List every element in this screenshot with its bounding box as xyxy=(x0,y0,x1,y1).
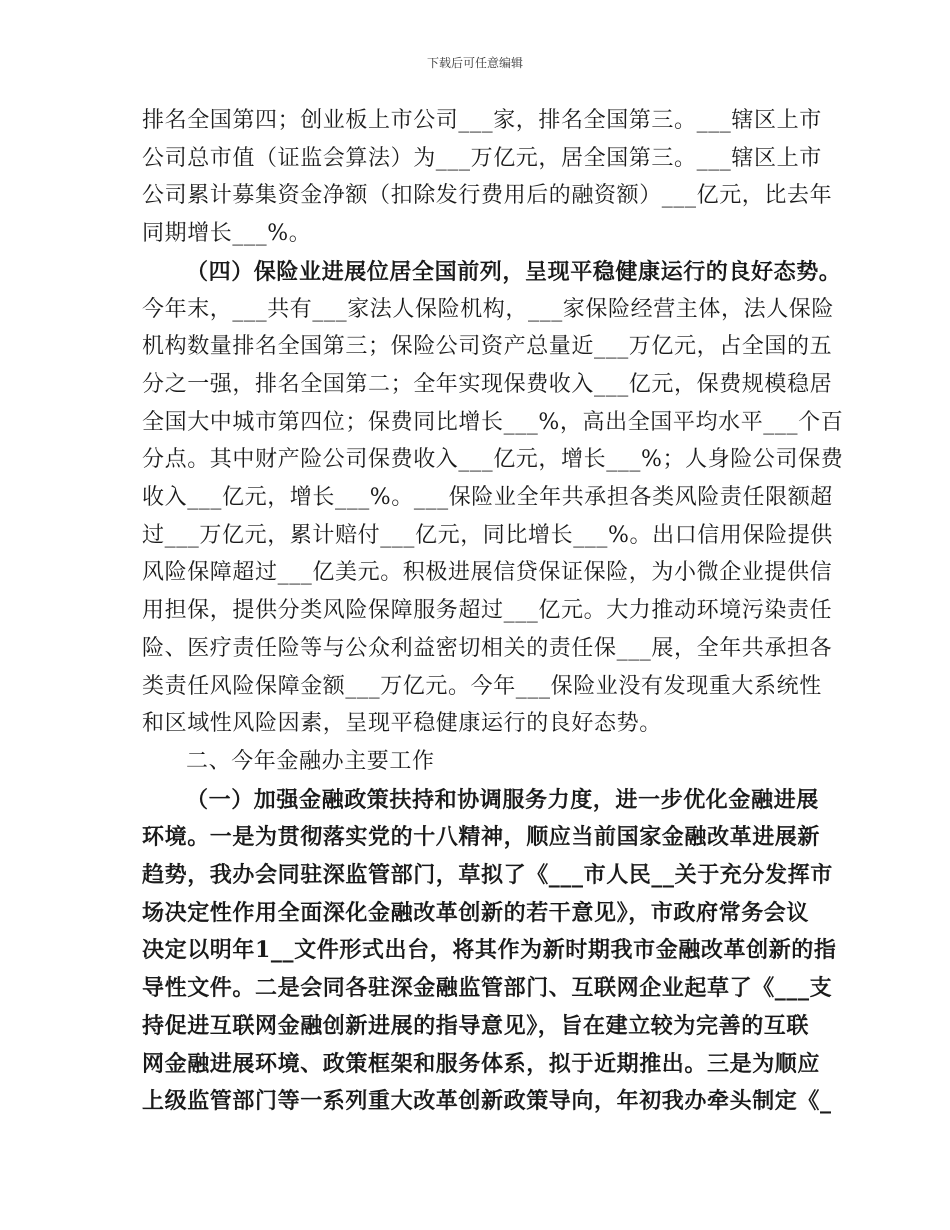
body-line: 持促进互联网金融创新进展的指导意见》，旨在建立较为完善的互联 xyxy=(142,1012,810,1039)
body-line: 机构数量排名全国第三；保险公司资产总量近___万亿元，占全国的五 xyxy=(142,334,833,360)
body-line: 用担保，提供分类风险保障服务超过___亿元。大力推动环境污染责任 xyxy=(142,598,833,624)
body-line: 今年末，___共有___家法人保险机构，___家保险经营主体，法人保险 xyxy=(142,296,835,322)
body-line: 收入___亿元，增长___%。___保险业全年共承担各类风险责任限额超 xyxy=(142,485,833,510)
body-line: 过___万亿元，累计赔付___亿元，同比增长___%。出口信用保险提供 xyxy=(142,522,833,548)
body-line: 场决定性作用全面深化金融改革创新的若干意见》，市政府常务会议 xyxy=(142,899,810,926)
body-line: 分点。其中财产险公司保费收入___亿元，增长___%；人身险公司保费 xyxy=(142,447,844,473)
body-line: 类责任风险保障金额___万亿元。今年___保险业没有发现重大系统性 xyxy=(142,673,822,699)
body-line: 同期增长___%。 xyxy=(142,221,312,247)
body-line: 环境。一是为贯彻落实党的十八精神，顺应当前国家金融改革进展新 xyxy=(142,824,821,851)
body-line: 公司总市值（证监会算法）为___万亿元，居全国第三。___辖区上市 xyxy=(142,145,822,171)
body-line: 上级监管部门等一系列重大改革创新政策导向，年初我办牵头制定《_ xyxy=(142,1088,832,1115)
body-line: 网金融进展环境、政策框架和服务体系，拟于近期推出。三是为顺应 xyxy=(142,1050,821,1077)
body-line: 决定以明年1__文件形式出台，将其作为新时期我市金融改革创新的指 xyxy=(142,937,837,964)
body-line: 险、医疗责任险等与公众利益密切相关的责任保___展，全年共承担各 xyxy=(142,635,833,661)
body-line: （一）加强金融政策扶持和协调服务力度，进一步优化金融进展 xyxy=(186,786,819,813)
body-line: 分之一强，排名全国第二；全年实现保费收入___亿元，保费规模稳居 xyxy=(142,371,833,397)
body-line: 趋势，我办会同驻深监管部门，草拟了《___市人民__关于充分发挥市 xyxy=(142,862,833,888)
body-line: 全国大中城市第四位；保费同比增长___%，高出全国平均水平___个百 xyxy=(142,409,844,435)
body-line: 导性文件。二是会同各驻深金融监管部门、互联网企业起草了《___支 xyxy=(142,975,833,1002)
body-line: 二、今年金融办主要工作 xyxy=(186,748,435,774)
page-header: 下载后可任意编辑 xyxy=(426,56,523,70)
body-line: 和区域性风险因素，呈现平稳健康运行的良好态势。 xyxy=(142,711,662,737)
body-line: （四）保险业进展位居全国前列，呈现平稳健康运行的良好态势。 xyxy=(186,258,842,285)
body-line: 排名全国第四；创业板上市公司___家，排名全国第三。___辖区上市 xyxy=(142,108,822,133)
body-line: 风险保障超过___亿美元。积极进展信贷保证保险，为小微企业提供信 xyxy=(142,560,833,586)
body-line: 公司累计募集资金净额（扣除发行费用后的融资额）___亿元，比去年 xyxy=(142,183,833,209)
